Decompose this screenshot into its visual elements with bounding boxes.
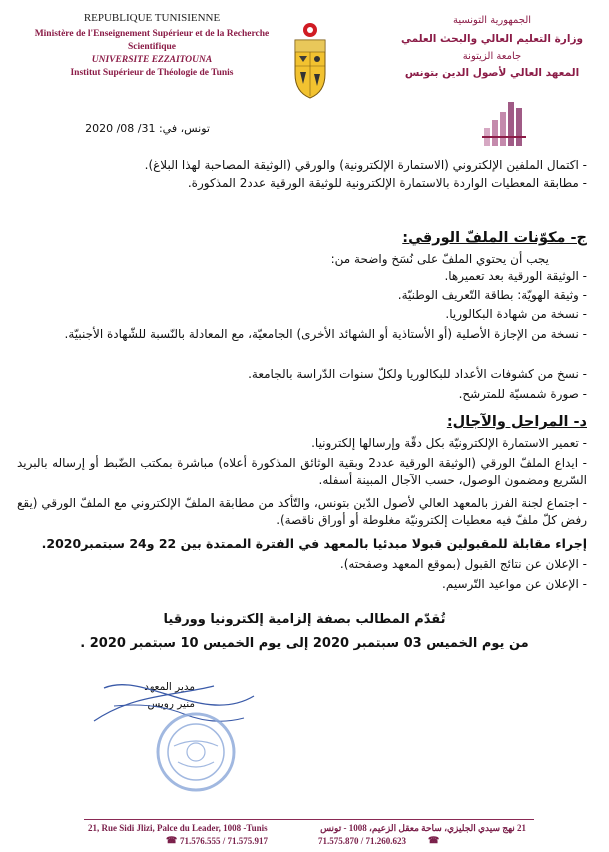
section-d-item-2: - ايداع الملفّ الورقي (الوثيقة الورقية عدد2 وبقية الوثائق المذكورة أعلاه) مباشرة بمكتب الضّبط أو إرساله بالبريد السّريع ومضمون الوصول، حسب الآجال المبينة أسفله.	[17, 456, 587, 487]
ministry-fr: Ministère de l'Enseignement Supérieur et de la Recherche Scientifique	[34, 29, 270, 52]
section-c-heading: ج- مكوّنات الملفّ الورقي:	[402, 230, 587, 246]
notice-line-2: من يوم الخميس 03 سبتمبر 2020 إلى يوم الخميس 10 سبتمبر 2020 .	[80, 636, 529, 651]
university-fr: UNIVERSITE EZZAITOUNA	[91, 55, 213, 65]
signature-name: منير رويس	[147, 698, 195, 710]
section-c-item-2: - وثيقة الهويّة: بطاقة التّعريف الوطنيّة.	[397, 288, 587, 302]
footer-divider	[84, 819, 534, 820]
section-d-heading: د- المراحل والآجال:	[446, 414, 587, 430]
official-stamp	[84, 666, 274, 796]
section-d-item-5: - الإعلان عن نتائج القبول (بموقع المعهد وصفحته).	[339, 557, 587, 571]
intro-item-2: - مطابقة المعطيات الواردة بالاستمارة الإلكترونية للوثيقة الورقية عدد2 المذكورة.	[187, 176, 587, 190]
footer-phone-ar: 71.575.870 / 71.260.623	[318, 836, 407, 846]
emblem-icon	[290, 22, 330, 102]
university-ar: جامعة الزيتونة	[462, 51, 522, 62]
footer-address-ar: 21 نهج سيدي الجليزي، ساحة معقل الزعيم، 1008 - تونس	[320, 823, 526, 833]
section-d-item-3: - اجتماع لجنة الفرز بالمعهد العالي لأصول الدّين بتونس، والتّأكد من مطابقة الملفّ الإلكتروني مع الملفّ الورقي (يقع رفض كلّ ملفّ فيه معطيات إلكترونيّة مغلوطة أو أوراق ناقصة).	[17, 496, 587, 527]
institute-logo	[478, 100, 528, 148]
section-d-item-1: - تعمير الاستمارة الإلكترونيّة بكل دقّة وإرسالها إلكترونيا.	[311, 436, 587, 450]
ministry-ar: وزارة التعليم العالي والبحث العلمي	[400, 33, 584, 45]
notice-line-1: تُقدّم المطالب بصفة إلزامية إلكترونيا وورقيا	[163, 612, 446, 627]
section-c-item-3: - نسخة من شهادة البكالوريا.	[445, 307, 587, 321]
institute-fr: Institut Supérieur de Théologie de Tunis	[70, 68, 234, 78]
footer-fax-icon-ar: ☎	[428, 835, 440, 845]
footer-phone-fr: 71.576.555 / 71.575.917	[180, 836, 269, 846]
country-ar: الجمهورية التونسية	[452, 15, 532, 26]
footer-fax-icon-fr: ☎	[166, 835, 178, 845]
institute-ar: المعهد العالي لأصول الدين بتونس	[404, 67, 580, 79]
section-d-item-6: - الإعلان عن مواعيد التّرسيم.	[442, 577, 587, 591]
country-fr: REPUBLIQUE TUNISIENNE	[83, 12, 221, 24]
section-c-item-4: - نسخة من الإجازة الأصلية (أو الأستاذية أو الشهائد الأخرى) الجامعيّة، مع المعادلة بالنّسبة للشّهادة الأجنبيّة.	[64, 327, 587, 341]
section-c-intro: يجب أن يحتوي الملفّ على نُسَخ واضحة من:	[330, 252, 549, 266]
section-c-item-5: - نسخ من كشوفات الأعداد للبكالوريا ولكلّ سنوات الدّراسة بالجامعة.	[248, 367, 587, 381]
header-right	[392, 12, 592, 82]
intro-item-1: - اكتمال الملفين الإلكتروني (الاستمارة الإلكترونية) والورقي (الوثيقة المصاحبة لهذا البلاغ).	[144, 158, 587, 172]
section-d-item-4: إجراء مقابلة للمقبولين قبولا مبدئيا بالمعهد في الفترة الممتدة بين 22 و24 سبتمبر2020.	[41, 536, 587, 551]
header-left	[12, 12, 292, 80]
section-c-item-1: - الوثيقة الورقية بعد تعميرها.	[444, 269, 587, 283]
document-date: تونس، في: 31/ 08/ 2020	[85, 122, 210, 135]
signature-title: مدير المعهد	[144, 681, 195, 693]
section-c-item-6: - صورة شمسيّة للمترشح.	[458, 387, 587, 401]
stamp-icon	[84, 666, 274, 796]
footer-address-fr: 21, Rue Sidi Jlizi, Palce du Leader, 1008 -Tunis	[88, 823, 268, 833]
institute-logo-icon	[478, 100, 528, 148]
tunisia-emblem	[290, 22, 330, 102]
